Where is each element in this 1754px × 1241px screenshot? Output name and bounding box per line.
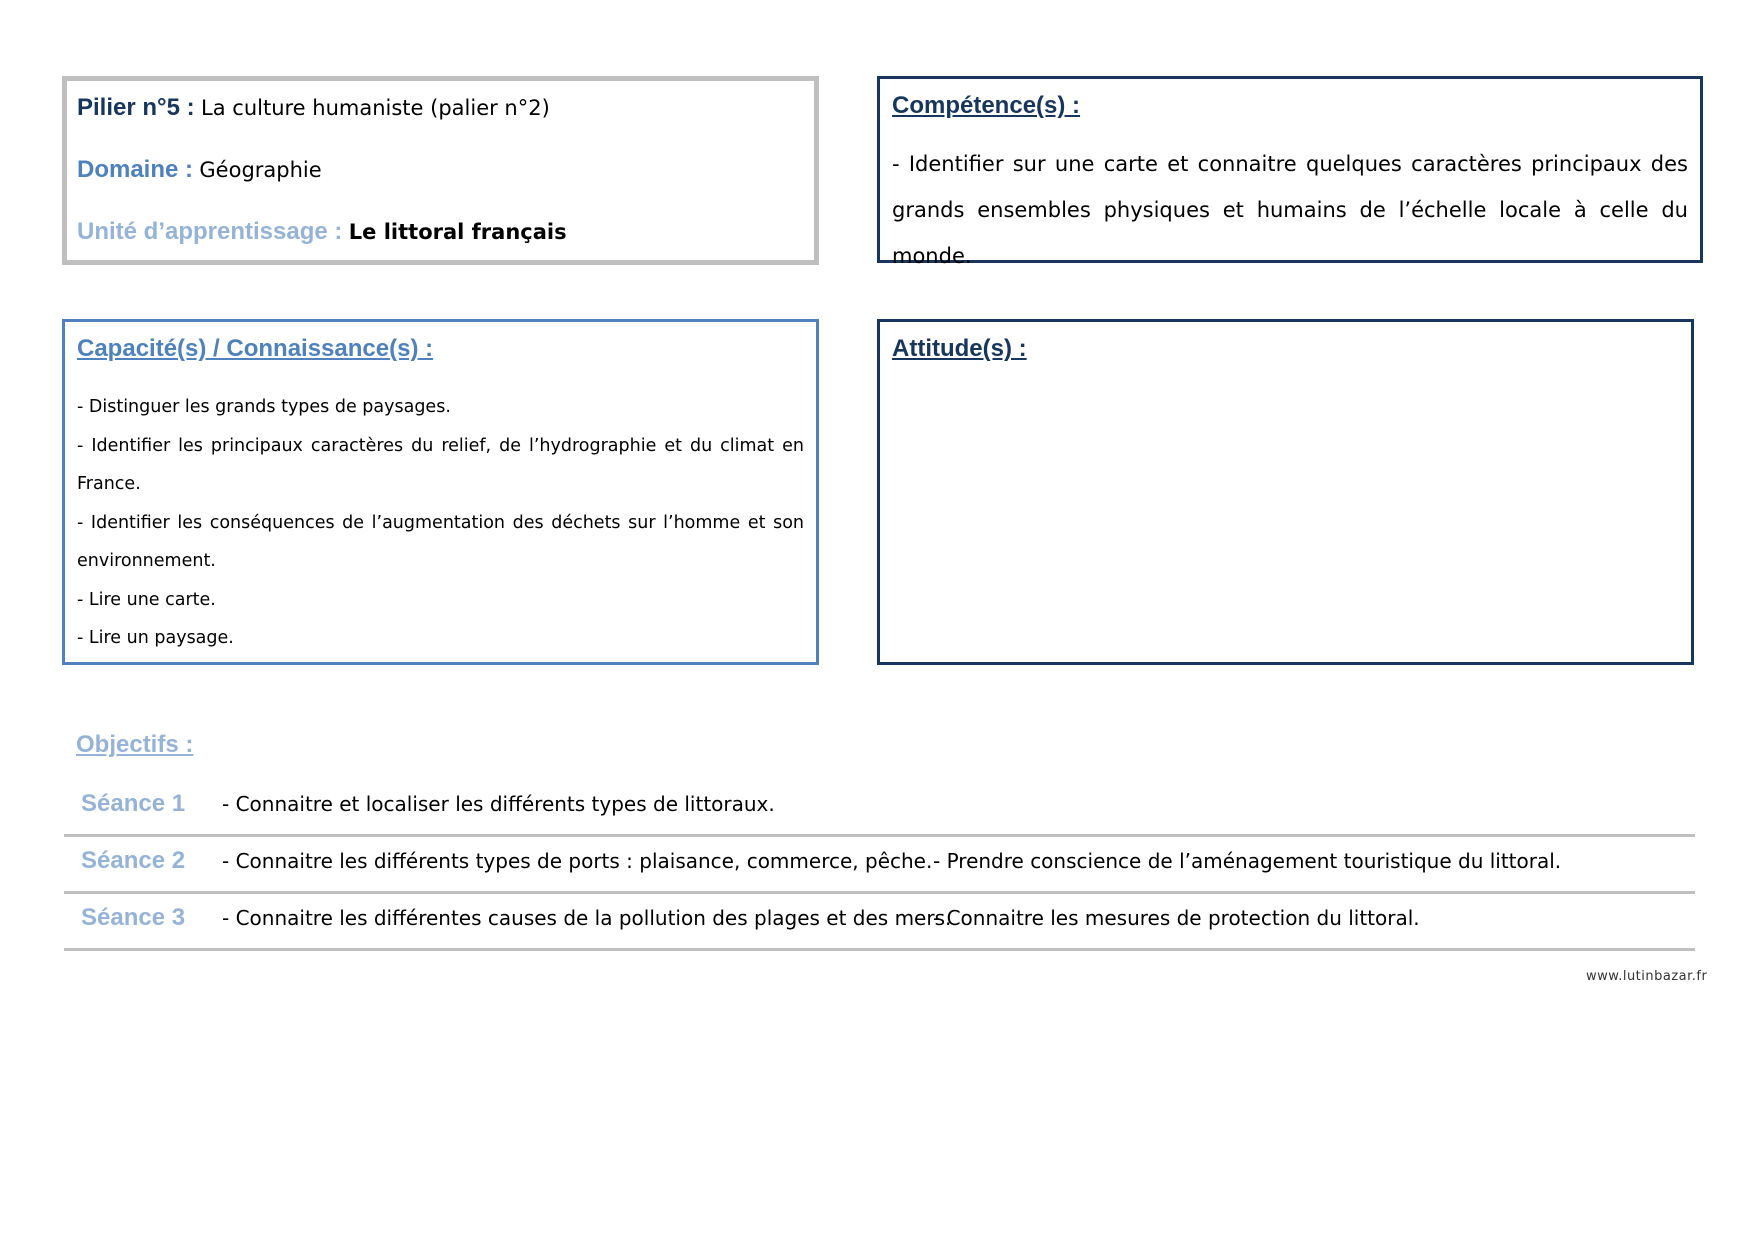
seance-label: Séance 3	[81, 904, 186, 931]
table-row	[64, 837, 1695, 894]
domaine-label: Domaine :	[77, 156, 194, 183]
capacite-list	[77, 388, 804, 658]
attitude-title: Attitude(s) :	[892, 335, 1027, 362]
list-item: - Identifier les principaux caractères du relief, de l’hydrographie et du climat en France.	[77, 435, 804, 494]
capacite-title: Capacité(s) / Connaissance(s) :	[77, 335, 434, 362]
unite-label: Unité d’apprentissage :	[77, 218, 343, 245]
pilier-label: Pilier n°5 :	[77, 94, 195, 121]
pilier-row	[77, 93, 804, 122]
seance-objective: - Connaitre et localiser les différents types de littoraux.	[222, 792, 775, 816]
table-row	[64, 894, 1695, 951]
seance-objective: - Connaitre les différentes causes de la pollution des plages et des mers.	[222, 906, 952, 930]
site-credit: www.lutinbazar.fr	[1586, 969, 1708, 984]
seance-objective: - Connaitre les mesures de protection du littoral.	[933, 906, 1420, 930]
pilier-box	[62, 76, 819, 265]
list-item: - Identifier les conséquences de l’augmentation des déchets sur l’homme et son environnement.	[77, 512, 804, 571]
list-item: - Distinguer les grands types de paysages.	[77, 397, 451, 417]
competence-text: - Identifier sur une carte et connaitre quelques caractères principaux des grands ensembles physiques et humains de l’échelle locale à celle du monde.	[892, 152, 1688, 268]
seance-objective: - Prendre conscience de l’aménagement touristique du littoral.	[933, 849, 1562, 873]
seance-label: Séance 1	[81, 790, 186, 817]
list-item: - Lire une carte.	[77, 589, 216, 610]
domaine-value: Géographie	[199, 158, 322, 182]
seance-label: Séance 2	[81, 847, 186, 874]
pilier-value: La culture humaniste (palier n°2)	[201, 96, 550, 120]
attitude-box	[877, 319, 1694, 665]
unite-value: Le littoral français	[348, 220, 567, 244]
table-row	[64, 780, 1695, 837]
competence-title: Compétence(s) :	[892, 92, 1081, 119]
unite-row	[77, 217, 804, 246]
seances-table	[64, 780, 1695, 951]
capacite-box	[62, 319, 819, 665]
list-item: - Lire un paysage.	[77, 628, 234, 648]
competence-box	[877, 76, 1703, 268]
objectifs-title: Objectifs :	[76, 731, 194, 758]
seance-objective: - Connaitre les différents types de ports : plaisance, commerce, pêche.	[222, 849, 933, 873]
domaine-row	[77, 155, 804, 184]
